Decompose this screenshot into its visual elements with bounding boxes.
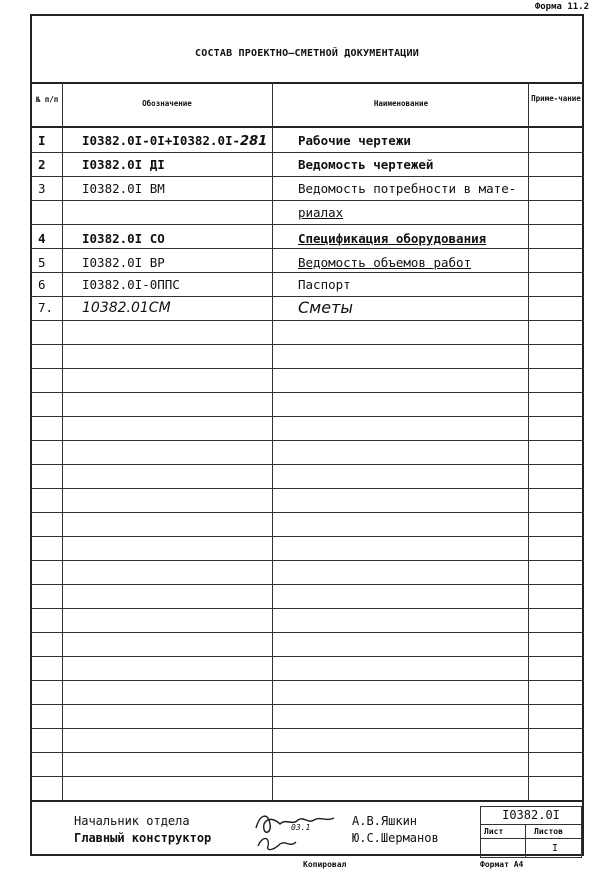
format-label: Формат А4 [480, 860, 524, 869]
row-line [30, 440, 584, 441]
row-line [30, 608, 584, 609]
column-header-name: Наименование [373, 99, 429, 108]
row-name: риалах [298, 205, 344, 220]
row-line [30, 416, 584, 417]
stamp-divider-vertical [525, 824, 526, 858]
table-row [30, 253, 584, 277]
row-num: 2 [38, 157, 46, 172]
footer-top-line [30, 800, 584, 802]
header-bottom-line [30, 126, 584, 128]
table-row [30, 179, 584, 203]
row-line [30, 728, 584, 729]
row-num: 4 [38, 231, 46, 246]
header-top-line [30, 82, 584, 84]
row-code-handwritten: 281 [240, 134, 268, 149]
row-line [30, 776, 584, 777]
row-num: I [38, 133, 46, 148]
row-code-handwritten: 10382.01СМ [82, 300, 171, 316]
row-name: Паспорт [298, 277, 351, 292]
table-row [30, 229, 584, 253]
row-line [30, 704, 584, 705]
row-name: Ведомость потребности в мате- [298, 181, 517, 196]
row-code: I0382.0I ВМ [82, 181, 165, 196]
row-line [30, 536, 584, 537]
row-code: I0382.0I-0ППС [82, 277, 180, 292]
sheets-count-label: Листов [534, 827, 563, 836]
table-row [30, 298, 584, 322]
table-row [30, 203, 584, 227]
row-line [30, 488, 584, 489]
table-row [30, 131, 584, 155]
row-name: Ведомость чертежей [298, 157, 434, 172]
chief-designer-label: Главный конструктор [74, 831, 212, 845]
document-code: I0382.0I [502, 808, 560, 822]
row-line [30, 464, 584, 465]
row-code: I0382.0I ДI [82, 157, 165, 172]
row-line [30, 560, 584, 561]
row-num: 3 [38, 181, 46, 196]
row-name: Спецификация оборудования [298, 231, 487, 246]
row-num: 5 [38, 255, 46, 270]
row-line [30, 752, 584, 753]
sheet-label: Лист [484, 827, 504, 836]
table-row [30, 155, 584, 179]
row-line [30, 344, 584, 345]
form-label: Форма 11.2 [534, 2, 589, 12]
head-of-department-name: А.В.Яшкин [352, 814, 418, 828]
row-code: I0382.0I-0I+I0382.0I-281 [82, 133, 268, 149]
row-line [30, 584, 584, 585]
row-line [30, 632, 584, 633]
sheets-count-value: I [552, 843, 559, 854]
row-code: I0382.0I СО [82, 231, 165, 246]
column-header-note: Приме-чание [531, 94, 581, 103]
stamp-divider-1 [480, 824, 582, 825]
row-name: Ведомость объемов работ [298, 255, 472, 270]
signature-date: 03.1 [291, 823, 311, 832]
row-num: 7. [38, 300, 54, 315]
head-of-department-label: Начальник отдела [74, 814, 190, 828]
row-line [30, 392, 584, 393]
chief-designer-name: Ю.С.Шерманов [352, 831, 439, 845]
table-row [30, 275, 584, 299]
copied-by-label: Копировал [303, 860, 347, 869]
column-header-code: Обозначение [142, 99, 192, 108]
row-line [30, 680, 584, 681]
row-name: Рабочие чертежи [298, 133, 411, 148]
row-line [30, 512, 584, 513]
document-title: СОСТАВ ПРОЕКТНО—СМЕТНОЙ ДОКУМЕНТАЦИИ [195, 48, 419, 59]
row-code: I0382.0I ВР [82, 255, 165, 270]
stamp-divider-2 [480, 838, 582, 839]
row-line [30, 368, 584, 369]
row-line [30, 656, 584, 657]
column-header-num: № п/п [35, 95, 59, 104]
row-name-handwritten: Сметы [298, 298, 354, 317]
row-num: 6 [38, 277, 46, 292]
